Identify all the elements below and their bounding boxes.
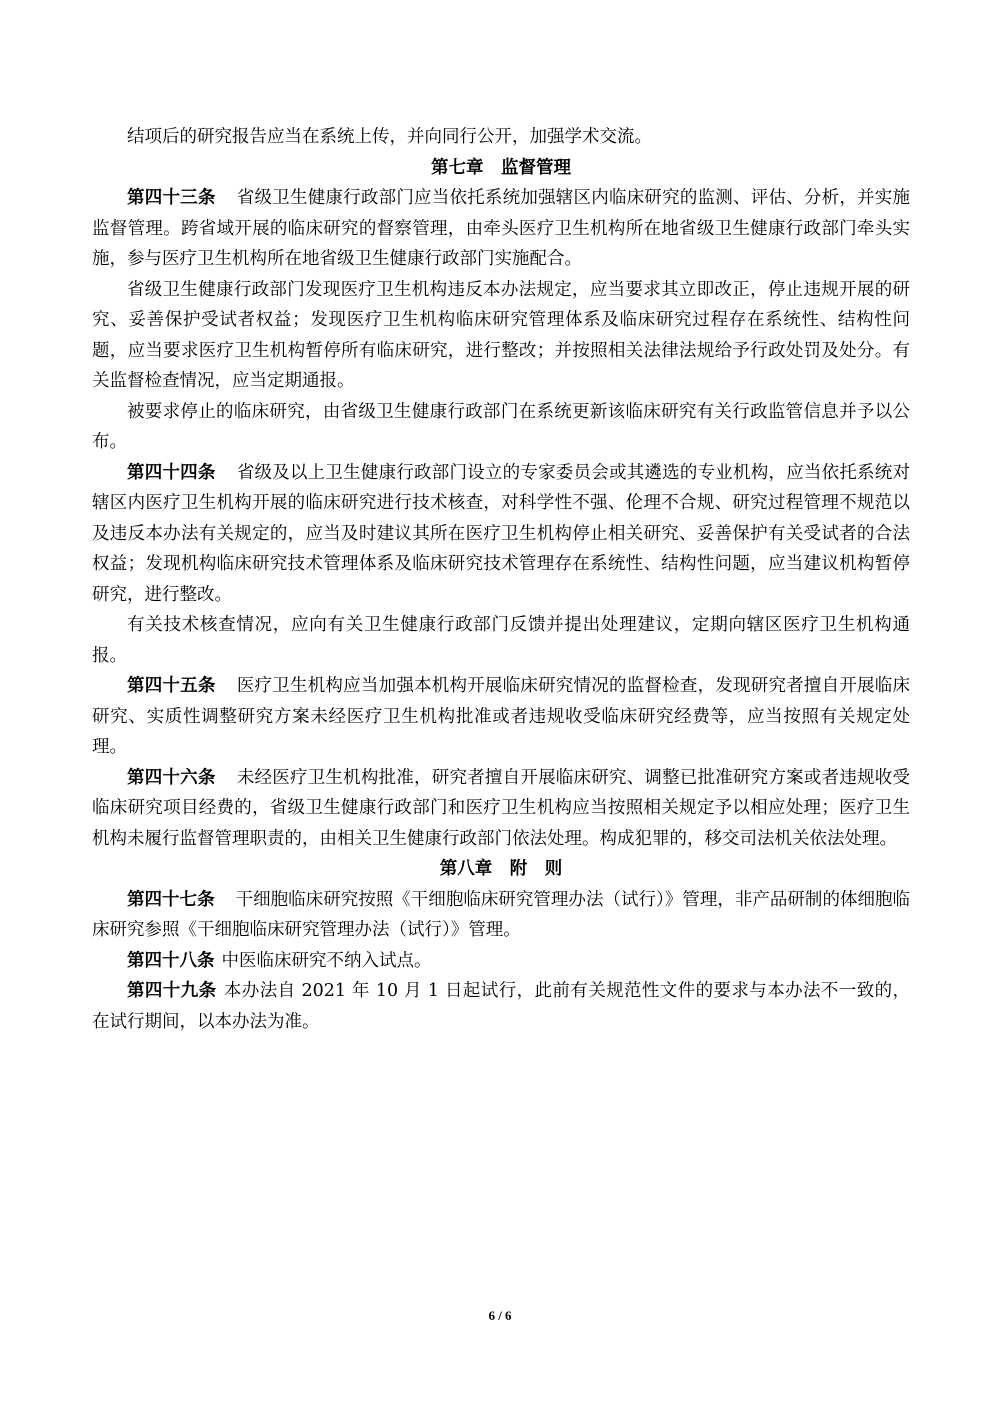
article-48-text: 中医临床研究不纳入试点。 [221, 950, 432, 971]
document-body [92, 122, 910, 1037]
article-46-label: 第四十六条 [127, 767, 216, 788]
paragraph-report-upload: 结项后的研究报告应当在系统上传，并向同行公开，加强学术交流。 [127, 127, 652, 147]
article-44-paragraph-2: 有关技术核查情况，应向有关卫生健康行政部门反馈并提出处理建议，定期向辖区医疗卫生机构通报。 [92, 615, 910, 666]
article-43-paragraph-3: 被要求停止的临床研究，由省级卫生健康行政部门在系统更新该临床研究有关行政监管信息并予以公布。 [92, 401, 910, 452]
article-47-label: 第四十七条 [127, 889, 215, 910]
article-48-label: 第四十八条 [127, 950, 215, 971]
article-45-text: 医疗卫生机构应当加强本机构开展临床研究情况的监督检查，发现研究者擅自开展临床研究、实质性调整研究方案未经医疗卫生机构批准或者违规收受临床研究经费等，应当按照有关规定处理。 [92, 676, 911, 757]
article-45 [92, 671, 910, 763]
article-44-text: 省级及以上卫生健康行政部门设立的专家委员会或其遴选的专业机构，应当依托系统对辖区内医疗卫生机构开展的临床研究进行技术核查，对科学性不强、伦理不合规、研究过程管理不规范以及违反本办法有关规定的，应当及时建议其所在医疗卫生机构停止相关研究、妥善保护有关受试者的合法权益；发现机构临床研究技术管理体系及临床研究技术管理存在系统性、结构性问题，应当建议机构暂停研究，进行整改。 [92, 462, 911, 605]
page-number: 6 / 6 [488, 1308, 512, 1323]
article-44-label: 第四十四条 [127, 462, 216, 483]
article-43-paragraph-2: 省级卫生健康行政部门发现医疗卫生机构违反本办法规定，应当要求其立即改正，停止违规开展的研究、妥善保护受试者权益；发现医疗卫生机构临床研究管理体系及临床研究过程存在系统性、结构性问题，应当要求医疗卫生机构暂停所有临床研究，进行整改；并按照相关法律法规给予行政处罚及处分。有关监督检查情况，应当定期通报。 [92, 279, 910, 391]
article-43 [92, 183, 910, 275]
chapter-8-heading: 第八章 附 则 [439, 859, 563, 879]
article-48 [92, 946, 910, 977]
article-45-label: 第四十五条 [127, 676, 216, 696]
article-49 [92, 976, 910, 1037]
article-46-text: 未经医疗卫生机构批准，研究者擅自开展临床研究、调整已批准研究方案或者违规收受临床研究项目经费的，省级卫生健康行政部门和医疗卫生机构应当按照相关规定予以相应处理；医疗卫生机构未履行监督管理职责的，由相关卫生健康行政部门依法处理。构成犯罪的，移交司法机关依法处理。 [92, 767, 911, 849]
article-43-label: 第四十三条 [127, 188, 216, 208]
article-47 [92, 885, 910, 946]
article-49-label: 第四十九条 [127, 981, 217, 1001]
chapter-7-heading: 第七章 监督管理 [431, 157, 571, 178]
article-49-text: 本办法自 2021 年 10 月 1 日起试行，此前有关规范性文件的要求与本办法不一致的，在试行期间，以本办法为准。 [92, 981, 911, 1032]
article-43-text: 省级卫生健康行政部门应当依托系统加强辖区内临床研究的监测、评估、分析，并实施监督管理。跨省域开展的临床研究的督察管理，由牵头医疗卫生机构所在地省级卫生健康行政部门牵头实施，参与医疗卫生机构所在地省级卫生健康行政部门实施配合。 [92, 188, 911, 269]
article-47-text: 干细胞临床研究按照《干细胞临床研究管理办法（试行）》管理，非产品研制的体细胞临床研究参照《干细胞临床研究管理办法（试行）》管理。 [92, 889, 911, 940]
article-44 [92, 458, 910, 611]
article-46 [92, 763, 910, 855]
